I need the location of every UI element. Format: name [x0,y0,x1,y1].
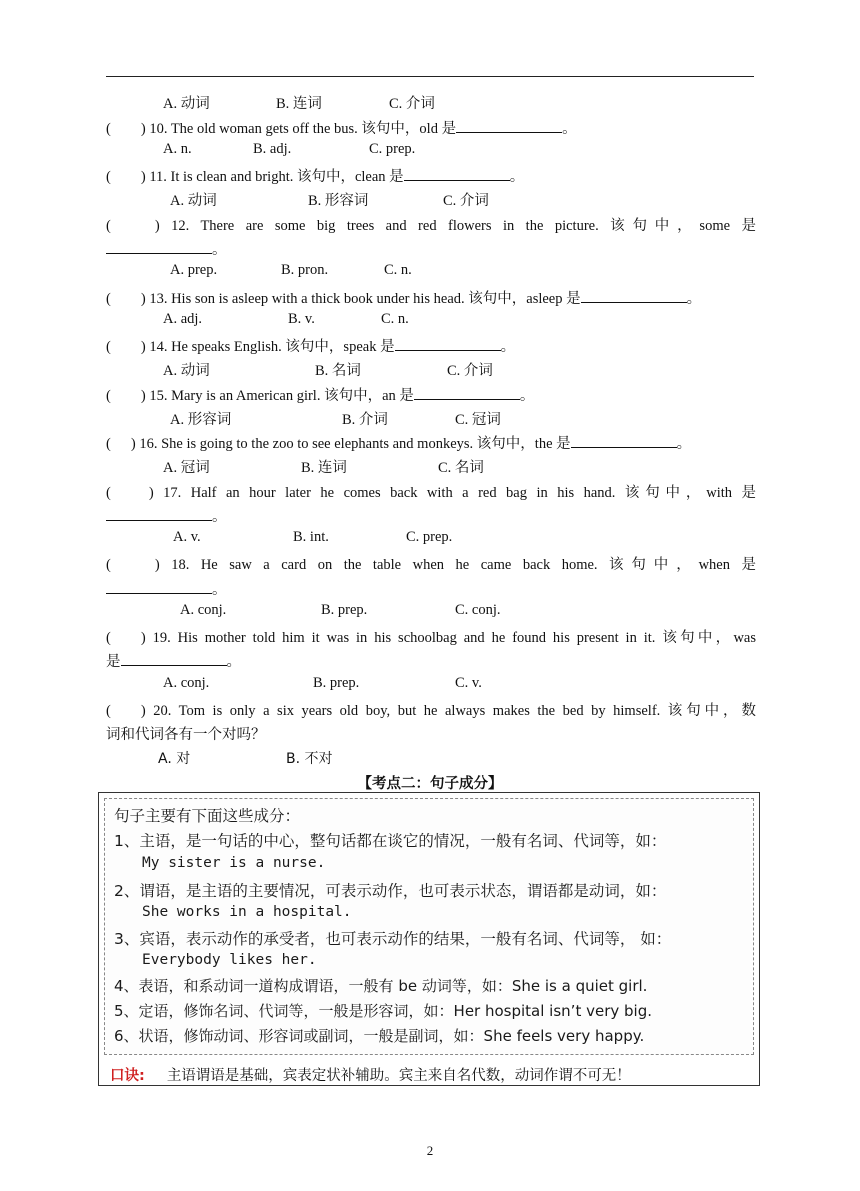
q19-option-b: B. prep. [313,675,360,691]
answer-blank[interactable] [121,651,227,666]
q9-option-c: C. 介词 [389,96,435,112]
q16-option-c: C. 名词 [438,460,484,476]
q14-option-c: C. 介词 [447,363,493,379]
q14-option-a: A. 动词 [163,363,210,379]
answer-blank[interactable] [106,239,212,254]
box-item-predicate: 2、谓语，是主语的主要情况，可表示动作，也可表示状态，谓语都是动词，如： [114,882,667,900]
answer-blank[interactable] [414,385,520,400]
q12-option-b: B. pron. [281,262,329,278]
answer-blank[interactable] [456,118,562,133]
box-example-subject: My sister is a nurse. [142,855,326,871]
q18-option-a: A. conj. [180,602,227,618]
q10-option-a: A. n. [163,141,192,157]
box-intro: 句子主要有下面这些成分： [114,807,301,825]
q11-option-c: C. 介词 [443,193,489,209]
q11-option-b: B. 形容词 [308,193,369,209]
answer-blank[interactable] [581,288,687,303]
page-number: 2 [426,1143,434,1158]
q15-option-b: B. 介词 [342,412,388,428]
mnemonic-text: 主语谓语是基础，宾表定状补辅助。宾主来自名代数，动词作谓不可无！ [166,1068,631,1084]
q12-option-a: A. prep. [170,262,218,278]
q17-option-a: A. v. [173,529,201,545]
question-11: ( ) 11. It is clean and bright. 该句中，clean 是 。 [106,165,524,186]
q17-option-b: B. int. [293,529,329,545]
q19-option-c: C. v. [455,675,482,691]
q13-option-b: B. v. [288,311,315,327]
q20-option-b: B. 不对 [286,751,333,767]
section-title: 【考点二：句子成分】 [357,776,503,792]
q18-option-b: B. prep. [321,602,368,618]
q10-option-b: B. adj. [253,141,292,157]
box-item-attribute: 5、定语，修饰名词、代词等，一般是形容词，如：Her hospital isn’t very big. [114,1002,652,1020]
q9-option-a: A. 动词 [163,96,210,112]
q9-option-b: B. 连词 [276,96,322,112]
question-18: ( ) 18. He saw a card on the table when he came back home. 该句中，when 是 [106,557,756,573]
question-10: ( ) 10. The old woman gets off the bus. 该句中，old 是 。 [106,117,577,138]
q19-option-a: A. conj. [163,675,210,691]
q17-option-c: C. prep. [406,529,453,545]
q14-option-b: B. 名词 [315,363,361,379]
question-14: ( ) 14. He speaks English. 该句中，speak 是 。 [106,335,515,356]
header-rule [106,76,754,77]
box-item-predicative: 4、表语，和系动词一道构成谓语，一般有 be 动词等，如：She is a quiet girl. [114,977,648,995]
question-19: ( ) 19. His mother told him it was in his schoolbag and he found his present in it. 该句中，was [106,630,757,646]
box-example-predicate: She works in a hospital. [142,904,352,920]
q20-option-a: A. 对 [158,751,191,767]
question-15: ( ) 15. Mary is an American girl. 该句中，an 是 。 [106,384,534,405]
q16-option-b: B. 连词 [301,460,347,476]
q16-option-a: A. 冠词 [163,460,210,476]
question-12: ( ) 12. There are some big trees and red flowers in the picture. 该句中，some 是 [106,218,756,234]
q15-option-a: A. 形容词 [170,412,232,428]
q12-option-c: C. n. [384,262,412,278]
box-example-object: Everybody likes her. [142,952,317,968]
q13-option-a: A. adj. [163,311,203,327]
box-item-subject: 1、主语，是一句话的中心，整句话都在谈它的情况，一般有名词、代词等，如： [114,832,667,850]
q18-option-c: C. conj. [455,602,501,618]
box-item-adverbial: 6、状语，修饰动词、形容词或副词，一般是副词，如：She feels very happy. [114,1027,645,1045]
answer-blank[interactable] [106,579,212,594]
box-item-object: 3、宾语，表示动作的承受者，也可表示动作的结果，一般有名词、代词等， 如： [114,930,672,948]
answer-blank[interactable] [571,433,677,448]
answer-blank[interactable] [404,166,510,181]
mnemonic-label: 口诀: [110,1068,145,1084]
question-17: ( ) 17. Half an hour later he comes back with a red bag in his hand. 该句中，with 是 [106,485,756,501]
question-20: ( ) 20. Tom is only a six years old boy, but he always makes the bed by himself. 该句中，数 [106,703,756,719]
answer-blank[interactable] [106,506,212,521]
mnemonic [110,1064,631,1085]
q15-option-c: C. 冠词 [455,412,501,428]
q13-option-c: C. n. [381,311,409,327]
answer-blank[interactable] [395,336,501,351]
q11-option-a: A. 动词 [170,193,217,209]
q10-option-c: C. prep. [369,141,416,157]
question-16: ( ) 16. She is going to the zoo to see elephants and monkeys. 该句中，the 是 。 [106,432,691,453]
question-13: ( ) 13. His son is asleep with a thick book under his head. 该句中，asleep 是 。 [106,287,701,308]
